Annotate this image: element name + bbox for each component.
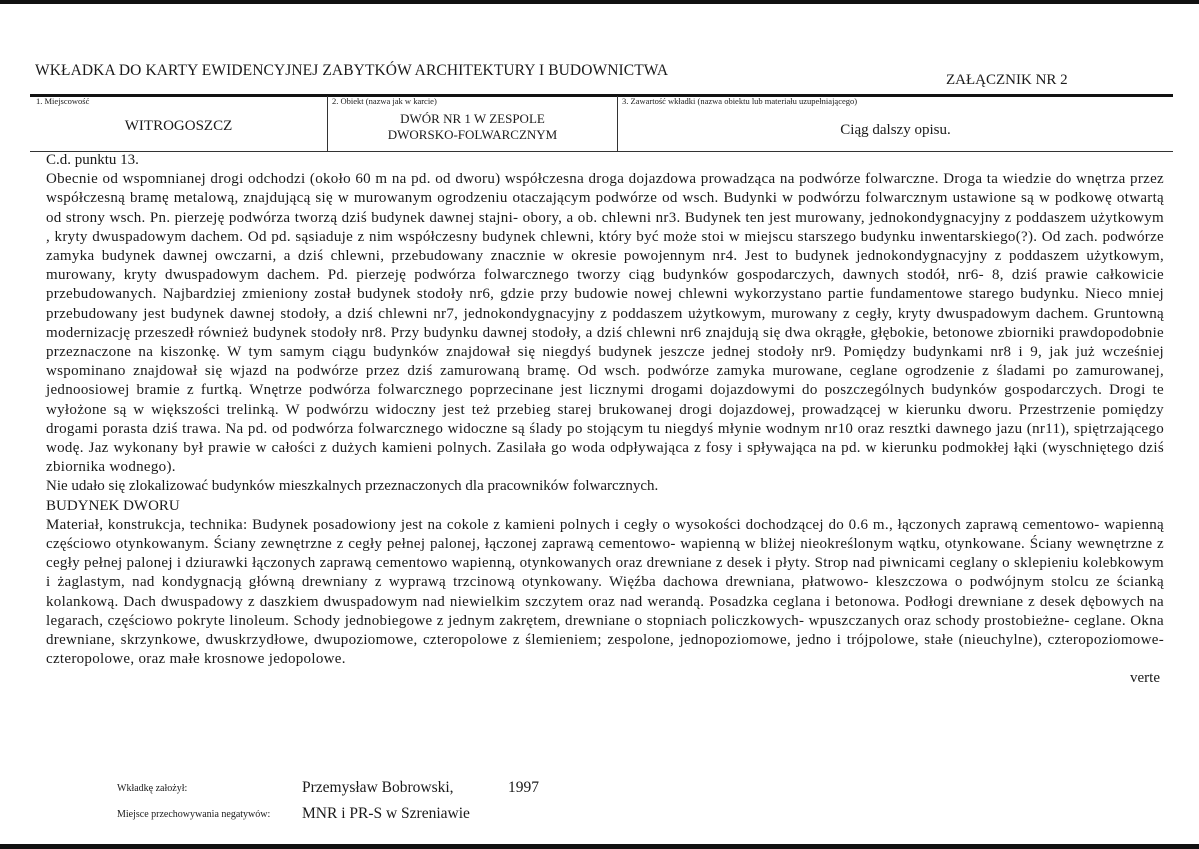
header-rule <box>30 94 1173 97</box>
continuation-heading: C.d. punktu 13. <box>46 152 139 168</box>
author-year: 1997 <box>508 779 539 796</box>
author-label: Wkładkę założył: <box>117 783 188 794</box>
manor-materials-paragraph: Materiał, konstrukcja, technika: Budynek posadowiony jest na cokole z kamieni polnych i cegły o wysokości dochodzącej do 0.6 m., łączonych zaprawą cementowo- wapienną częściowo otynkowanym. Ściany zewnętrzne z cegły pełnej palonej, łączonej zaprawą cementowo- wapienną w bliżej nieokreślonym wątku, otynkowane. Ściany wewnętrzne z cegły pełnej palonej i dziurawki łączonych zaprawą cementowo wapienną, otynkowanych oraz drewniane z desek i płyty. Strop nad piwnicami ceglany o sklepieniu kolebkowym i żaglastym, nad kondygnacją główną drewniany z wyprawą trzcinową otynkowany. Więźba dachowa drewniana, płatwowo- kleszczowa o podwójnym stolcu ze ścianką kolankową. Dach dwuspadowy z daszkiem dwuspadowym nad niewielkim szczytem oraz nad werandą. Posadzka ceglana i betonowa. Podłogi drewniane z desek dębowych na legarach, częściowo pokryte linoleum. Schody jednobiegowe z jednym zakrętem, drewniane o stopniach policzkowych- wpuszczanych oraz schody prostobieżne- ceglane. Okna drewniane, skrzynkowe, dwuskrzydłowe, dwupoziomowe, czteropolowe z ślemieniem; zespolone, jednopoziomowe, jedno i trójpolowe, stałe (nieuchylne), czteropoziomowe- czteropolowe, oraz małe krosnowe jedopolowe. <box>46 516 1164 668</box>
description-body <box>46 151 1164 689</box>
author-name: Przemysław Bobrowski, <box>302 779 454 796</box>
negatives-label: Miejsce przechowywania negatywów: <box>117 809 271 820</box>
locality-label: 1. Miejscowość <box>36 96 90 106</box>
scan-top-edge <box>0 0 1199 4</box>
object-value-line2: DWORSKO-FOLWARCZNYM <box>387 127 558 142</box>
farmyard-paragraph: Obecnie od wspomnianej drogi odchodzi (około 60 m na pd. od dworu) współczesna droga dojazdowa prowadząca na podwórze folwarczne. Droga ta wiedzie do wnętrza przez współczesną bramę metalową, znajdującą się w murowanym ogrodzeniu otaczającym podwórze od wsch. Budynki w podwórzu folwarcznym ustawione są w podkowę otwartą od strony wsch. Pn. pierzeję podwórza tworzą dziś budynek dawnej stajni- obory, a ob. chlewni nr3. Budynek ten jest murowany, jednokondygnacyjny z poddaszem użytkowym , kryty dwuspadowym dachem. Od pd. sąsiaduje z nim współczesny budynek chlewni, który być może stoi w miejscu starszego budynku inwentarskiego(?). Od zach. podwórze zamyka budynek dawnej owczarni, a dziś chlewni, przebudowany znacznie w okresie powojennym nr4. Jest to budynek jednokondygnacyjny z poddaszem użytkowym, murowany, kryty dwuspadowym dachem. Pd. pierzeję podwórza folwarcznego tworzy ciąg budynków gospodarczych, dawnych stodół, nr6- 8, dziś prawie całkowicie przebudowanych. Najbardziej zmieniony został budynek stodoły nr6, gdzie przy budowie nowej chlewni wykorzystano partie fundamentowe starego budynku. Nieco mniej przebudowany jest budynek dawnej stodoły, a dziś chlewni nr7, jednokondygnacyjny z poddaszem użytkowym, murowany z cegły, kryty dwuspadowym dachem. Gruntowną modernizację przeszedł również budynek stodoły nr8. Przy budynku dawnej stodoły, a dziś chlewni nr6 znajdują się dwa okrągłe, głębokie, betonowe zbiorniki prawdopodobnie przeznaczone na kiszonkę. W tym samym ciągu budynków znajdował się niegdyś budynek jeszcze jednej stodoły nr9. Pomiędzy budynkami nr8 i 9, jak już wcześniej wspominano znajdował się wjazd na podwórze przez dziś zamurowaną bramę. Od wsch. podwórze zamyka murowane, ceglane ogrodzenie z śladami po zamurowanej, jednoosiowej bramie z furtką. Wnętrze podwórza folwarcznego poprzecinane jest licznymi drogami dojazdowymi do poszczególnych budynków gospodarczych. Drogi te wyłożone są w większości trelinką. W podwórzu widoczny jest też przebieg starej brukowanej drogi dojazdowej, prowadzącej w kierunku dworu. Przestrzenie pomiędzy drogami porasta dziś trawa. Na pd. od podwórza folwarcznego widoczne są ślady po stojącym tu niegdyś młynie wodnym nr10 oraz resztki dawnego jazu (nr11), spiętrzającego wodę. Jaz wykonany był prawie w całości z dużych kamieni polnych. Zasilała go woda odpływająca z fosy i spływająca na pd. w kierunku podmokłej łąki (wyschniętego dziś zbiornika wodnego). <box>46 171 1164 476</box>
locality-value: WITROGOSZCZ <box>124 118 233 134</box>
manor-section-heading: BUDYNEK DWORU <box>46 497 180 514</box>
workers-housing-note: Nie udało się zlokalizować budynków mieszkalnych przeznaczonych dla pracowników folwarcznych. <box>46 478 659 495</box>
annex-number: ZAŁĄCZNIK NR 2 <box>946 72 1068 88</box>
negatives-location: MNR i PR-S w Szreniawie <box>302 805 470 822</box>
document-title: WKŁADKA DO KARTY EWIDENCYJNEJ ZABYTKÓW ARCHITEKTURY I BUDOWNICTWA <box>35 62 669 79</box>
object-value-line1: DWÓR NR 1 W ZESPOLE <box>400 111 545 126</box>
content-label: 3. Zawartość wkładki (nazwa obiektu lub materiału uzupełniającego) <box>622 96 858 106</box>
object-label: 2. Obiekt (nazwa jak w karcie) <box>332 96 437 106</box>
verte-note: verte <box>1130 670 1160 687</box>
scan-bottom-edge <box>0 844 1199 849</box>
content-value: Ciąg dalszy opisu. <box>840 122 951 138</box>
